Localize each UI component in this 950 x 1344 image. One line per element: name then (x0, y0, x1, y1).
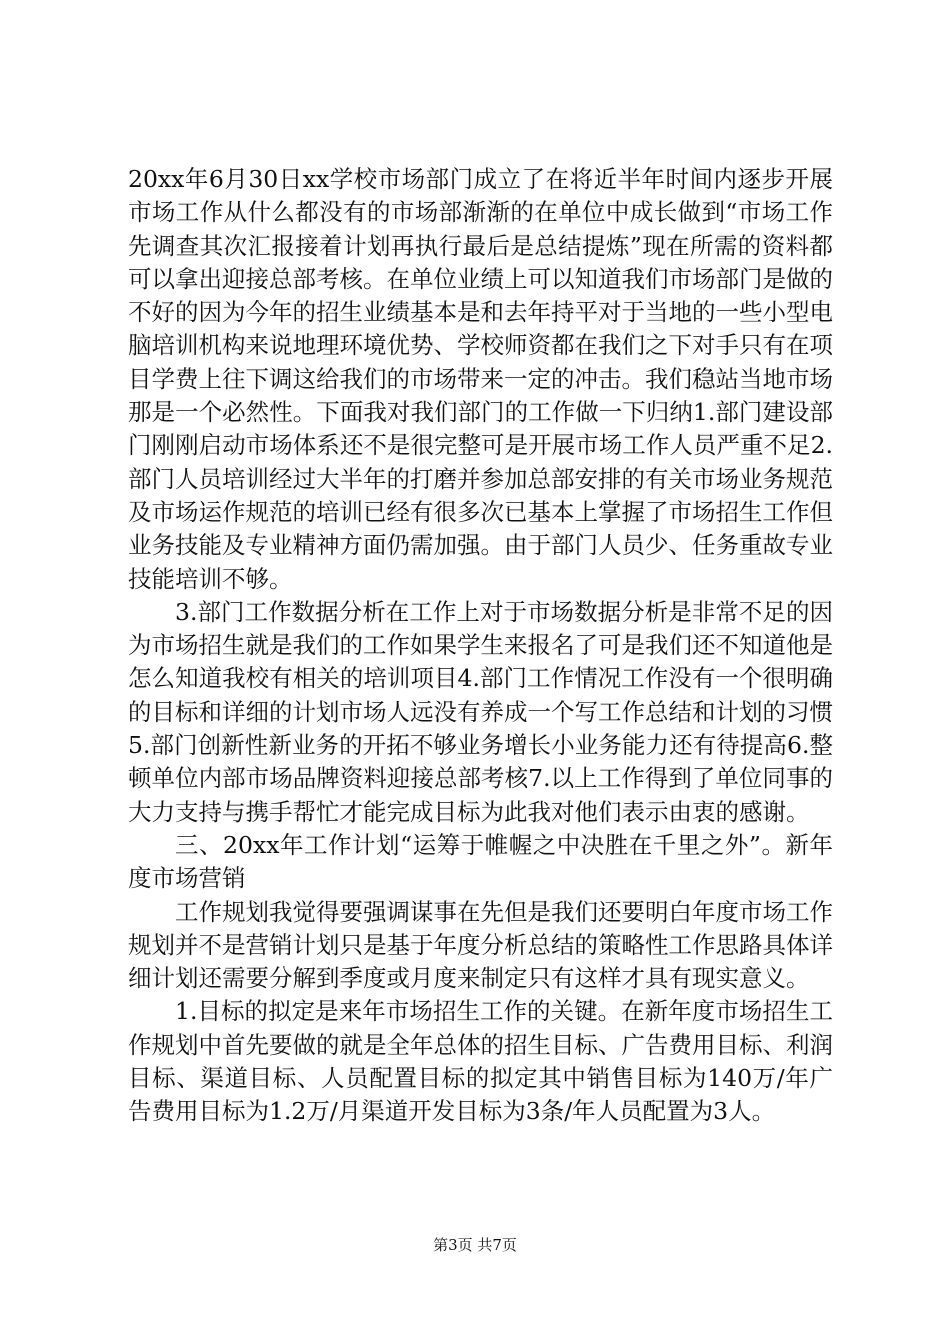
paragraph-2: 3.部门工作数据分析在工作上对于市场数据分析是非常不足的因为市场招生就是我们的工作如果学生来报名了可是我们还不知道他是怎么知道我校有相关的培训项目4.部门工作情况工作没有一个很明确的目标和详细的计划市场人远没有养成一个写工作总结和计划的习惯5.部门创新性新业务的开拓不够业务增长小业务能力还有待提高6.整顿单位内部市场品牌资料迎接总部考核7.以上工作得到了单位同事的大力支持与携手帮忙才能完成目标为此我对他们表示由衷的感谢。 (128, 597, 833, 826)
paragraph-5: 1.目标的拟定是来年市场招生工作的关键。在新年度市场招生工作规划中首先要做的就是全年总体的招生目标、广告费用目标、利润目标、渠道目标、人员配置目标的拟定其中销售目标为140万/年广告费用目标为1.2万/月渠道开发目标为3条/年人员配置为3人。 (128, 997, 833, 1126)
document-body (128, 163, 833, 1129)
paragraph-1: 20xx年6月30日xx学校市场部门成立了在将近半年时间内逐步开展市场工作从什么都没有的市场部渐渐的在单位中成长做到“市场工作先调查其次汇报接着计划再执行最后是总结提炼”现在所需的资料都可以拿出迎接总部考核。在单位业绩上可以知道我们市场部门是做的不好的因为今年的招生业绩基本是和去年持平对于当地的一些小型电脑培训机构来说地理环境优势、学校师资都在我们之下对手只有在项目学费上往下调这给我们的市场带来一定的冲击。我们稳站当地市场那是一个必然性。下面我对我们部门的工作做一下归纳1.部门建设部门刚刚启动市场体系还不是很完整可是开展市场工作人员严重不足2.部门人员培训经过大半年的打磨并参加总部安排的有关市场业务规范及市场运作规范的培训已经有很多次已基本上掌握了市场招生工作但业务技能及专业精神方面仍需加强。由于部门人员少、任务重故专业技能培训不够。 (128, 165, 833, 593)
page-number-footer: 第3页 共7页 (433, 1236, 517, 1254)
paragraph-3: 三、20xx年工作计划“运筹于帷幄之中决胜在千里之外”。新年度市场营销 (128, 830, 833, 893)
paragraph-4: 工作规划我觉得要强调谋事在先但是我们还要明白年度市场工作规划并不是营销计划只是基于年度分析总结的策略性工作思路具体详细计划还需要分解到季度或月度来制定只有这样才具有现实意义。 (128, 897, 833, 993)
